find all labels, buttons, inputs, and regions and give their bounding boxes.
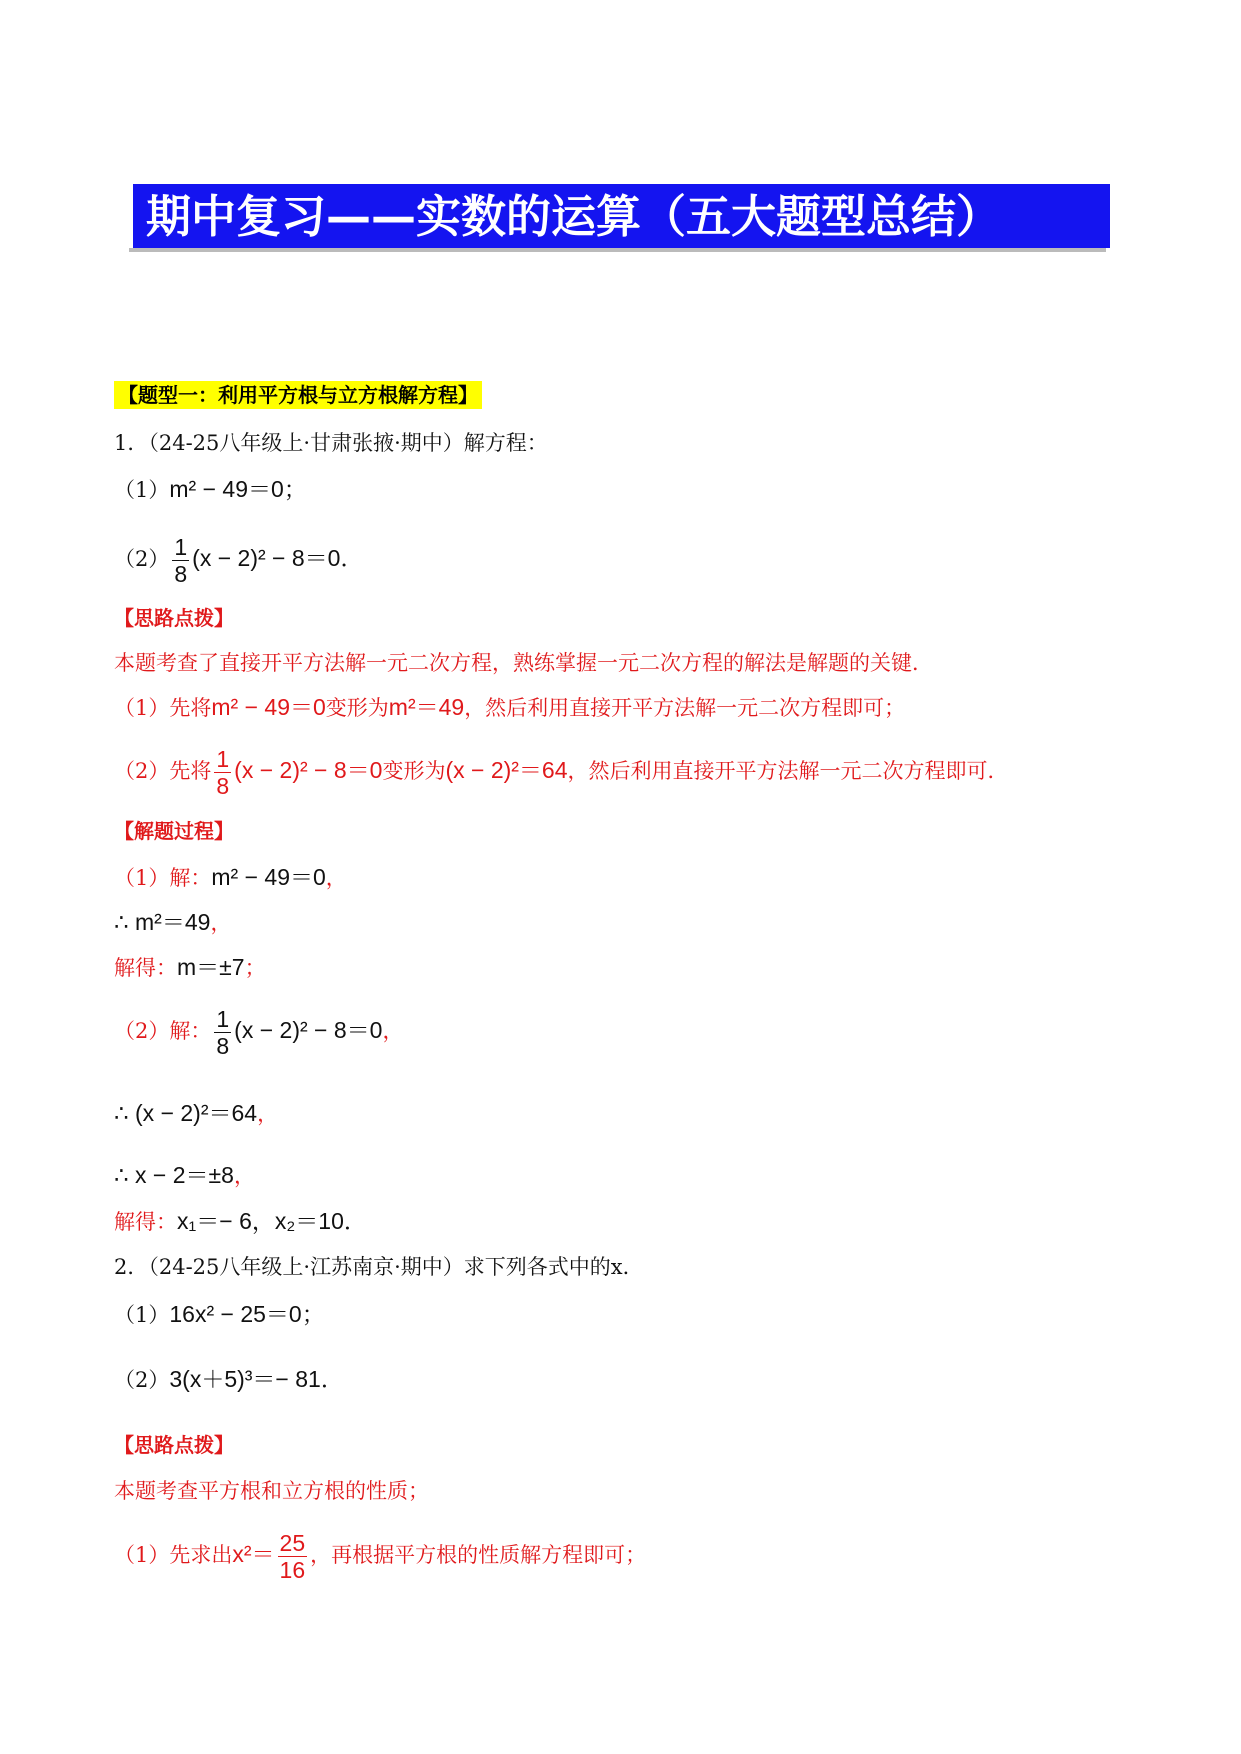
fraction: $\frac{1}{8}$ (216, 1006, 230, 1059)
q1-solution-heading: 【解题过程】 (114, 819, 234, 843)
q2-hint-heading: 【思路点拨】 (114, 1433, 234, 1457)
section-heading: 【题型一：利用平方根与立方根解方程】 (114, 380, 482, 410)
page-title: 期中复习——实数的运算（五大题型总结） (146, 190, 1002, 243)
fraction: $\frac{1}{8}$ (174, 534, 188, 587)
q1-sol-line5: ∴ (x − 2)²＝64， (114, 1100, 279, 1126)
q1-hint1: （1）先将m² − 49＝0变形为m²＝49，然后利用直接开平方法解一元二次方程即可； (114, 694, 906, 720)
q1-part1-eq: m² − 49＝0； (169, 476, 307, 502)
fraction: $\frac{25}{16}$ (279, 1530, 306, 1583)
q1-hint2: （2）先将 $\frac{1}{8}$ (x − 2)² − 8＝0变形为(x − 2)²＝64，然后利用直接开平方法解一元二次方程即可． (114, 746, 1009, 799)
q2-part1: （1）16x² − 25＝0； (114, 1301, 325, 1327)
q1-stem: 1．（24-25八年级上·甘肃张掖·期中）解方程： (114, 431, 548, 455)
q1-part1: （1）m² − 49＝0； (114, 476, 307, 502)
q1-sol-line6: ∴ x − 2＝±8， (114, 1162, 255, 1188)
q2-hint1: （1）先求出x²＝ $\frac{25}{16}$ ，再根据平方根的性质解方程即可； (114, 1530, 647, 1583)
q1-part2: （2） $\frac{1}{8}$ (x − 2)² − 8＝0． (114, 534, 364, 587)
q1-sol-line1: （1）解：m² − 49＝0， (114, 864, 347, 890)
q1-hint-heading: 【思路点拨】 (114, 606, 234, 630)
q2-stem: 2．（24-25八年级上·江苏南京·期中）求下列各式中的x． (114, 1255, 644, 1279)
q1-hint-text: 本题考查了直接开平方法解一元二次方程，熟练掌握一元二次方程的解法是解题的关键． (114, 651, 933, 675)
q1-sol-line7: 解得：x₁＝− 6，x₂＝10． (114, 1208, 367, 1234)
q1-sol-line4: （2）解： $\frac{1}{8}$ (x − 2)² − 8＝0， (114, 1006, 404, 1059)
q2-part2: （2）3(x＋5)³＝− 81． (114, 1366, 344, 1392)
q2-hint-text: 本题考查平方根和立方根的性质； (114, 1479, 429, 1503)
q1-sol-line3: 解得：m＝±7； (114, 954, 266, 980)
q1-sol-line2: ∴ m²＝49， (114, 909, 232, 935)
fraction: $\frac{1}{8}$ (216, 746, 230, 799)
